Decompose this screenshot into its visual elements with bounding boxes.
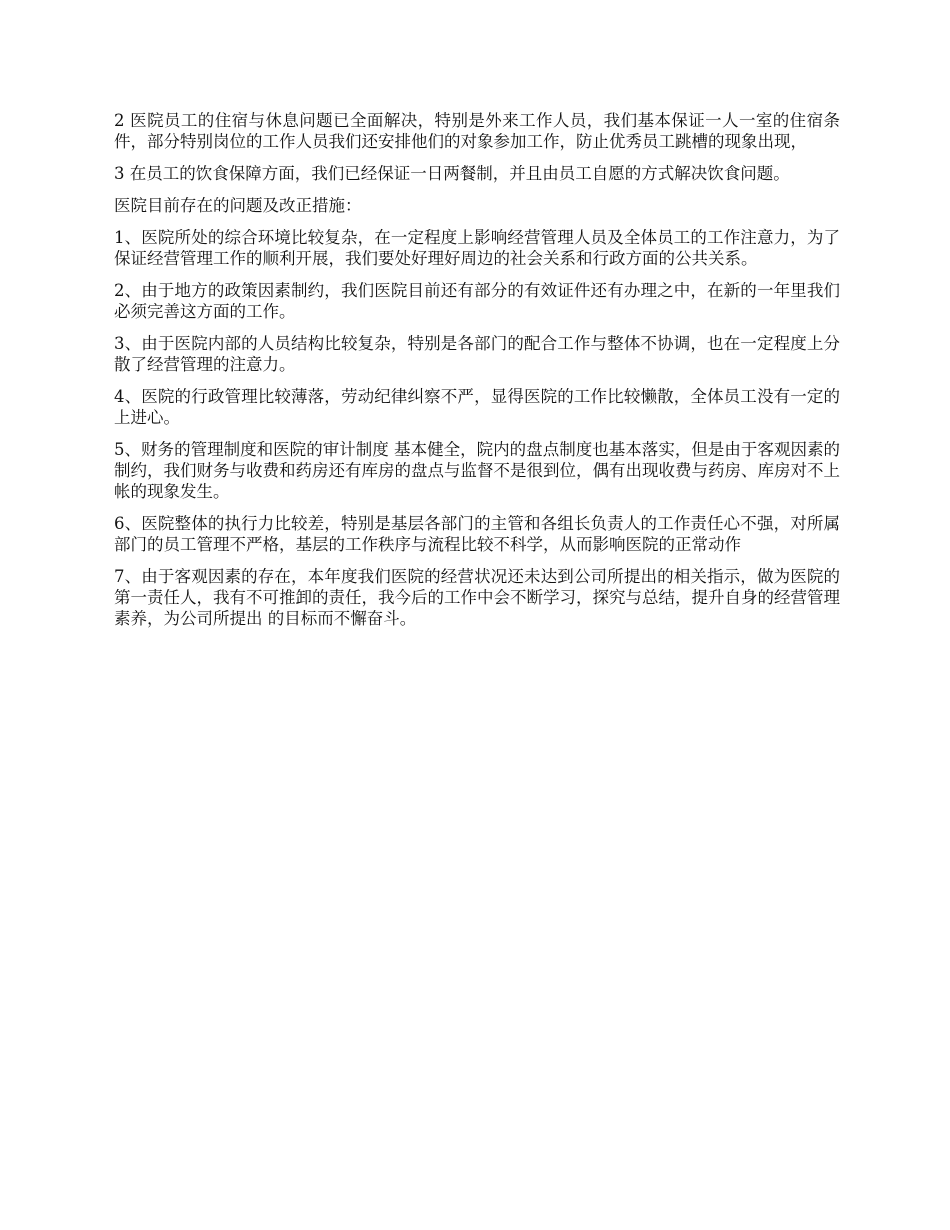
paragraph-problem-2: 2、由于地方的政策因素制约，我们医院目前还有部分的有效证件还有办理之中，在新的一年里我们必须完善这方面的工作。	[114, 281, 840, 321]
paragraph-problem-4: 4、医院的行政管理比较薄落，劳动纪律纠察不严，显得医院的工作比较懒散，全体员工没有一定的上进心。	[114, 387, 840, 427]
paragraph-problem-3: 3、由于医院内部的人员结构比较复杂，特别是各部门的配合工作与整体不协调，也在一定程度上分散了经营管理的注意力。	[114, 334, 840, 374]
paragraph-problem-5: 5、财务的管理制度和医院的审计制度 基本健全，院内的盘点制度也基本落实，但是由于客观因素的制约，我们财务与收费和药房还有库房的盘点与监督不是很到位，偶有出现收费与药房、库房对不上帐的现象发生。	[114, 440, 840, 501]
document-page	[114, 110, 840, 640]
section-heading-problems: 医院目前存在的问题及改正措施：	[114, 196, 362, 215]
paragraph-problem-1: 1、医院所处的综合环境比较复杂，在一定程度上影响经营管理人员及全体员工的工作注意力，为了保证经营管理工作的顺利开展，我们要处好理好周边的社会关系和行政方面的公共关系。	[114, 228, 840, 268]
paragraph-problem-7: 7、由于客观因素的存在，本年度我们医院的经营状况还未达到公司所提出的相关指示，做为医院的第一责任人，我有不可推卸的责任，我今后的工作中会不断学习，探究与总结，提升自身的经营管理素养，为公司所提出 的目标而不懈奋斗。	[114, 567, 840, 628]
paragraph-staff-housing: 2 医院员工的住宿与休息问题已全面解决，特别是外来工作人员，我们基本保证一人一室的住宿条件，部分特别岗位的工作人员我们还安排他们的对象参加工作，防止优秀员工跳槽的现象出现，	[114, 111, 840, 151]
paragraph-staff-meals: 3 在员工的饮食保障方面，我们已经保证一日两餐制，并且由员工自愿的方式解决饮食问题。	[114, 164, 790, 183]
paragraph-problem-6: 6、医院整体的执行力比较差，特别是基层各部门的主管和各组长负责人的工作责任心不强，对所属部门的员工管理不严格，基层的工作秩序与流程比较不科学，从而影响医院的正常动作	[114, 514, 840, 554]
